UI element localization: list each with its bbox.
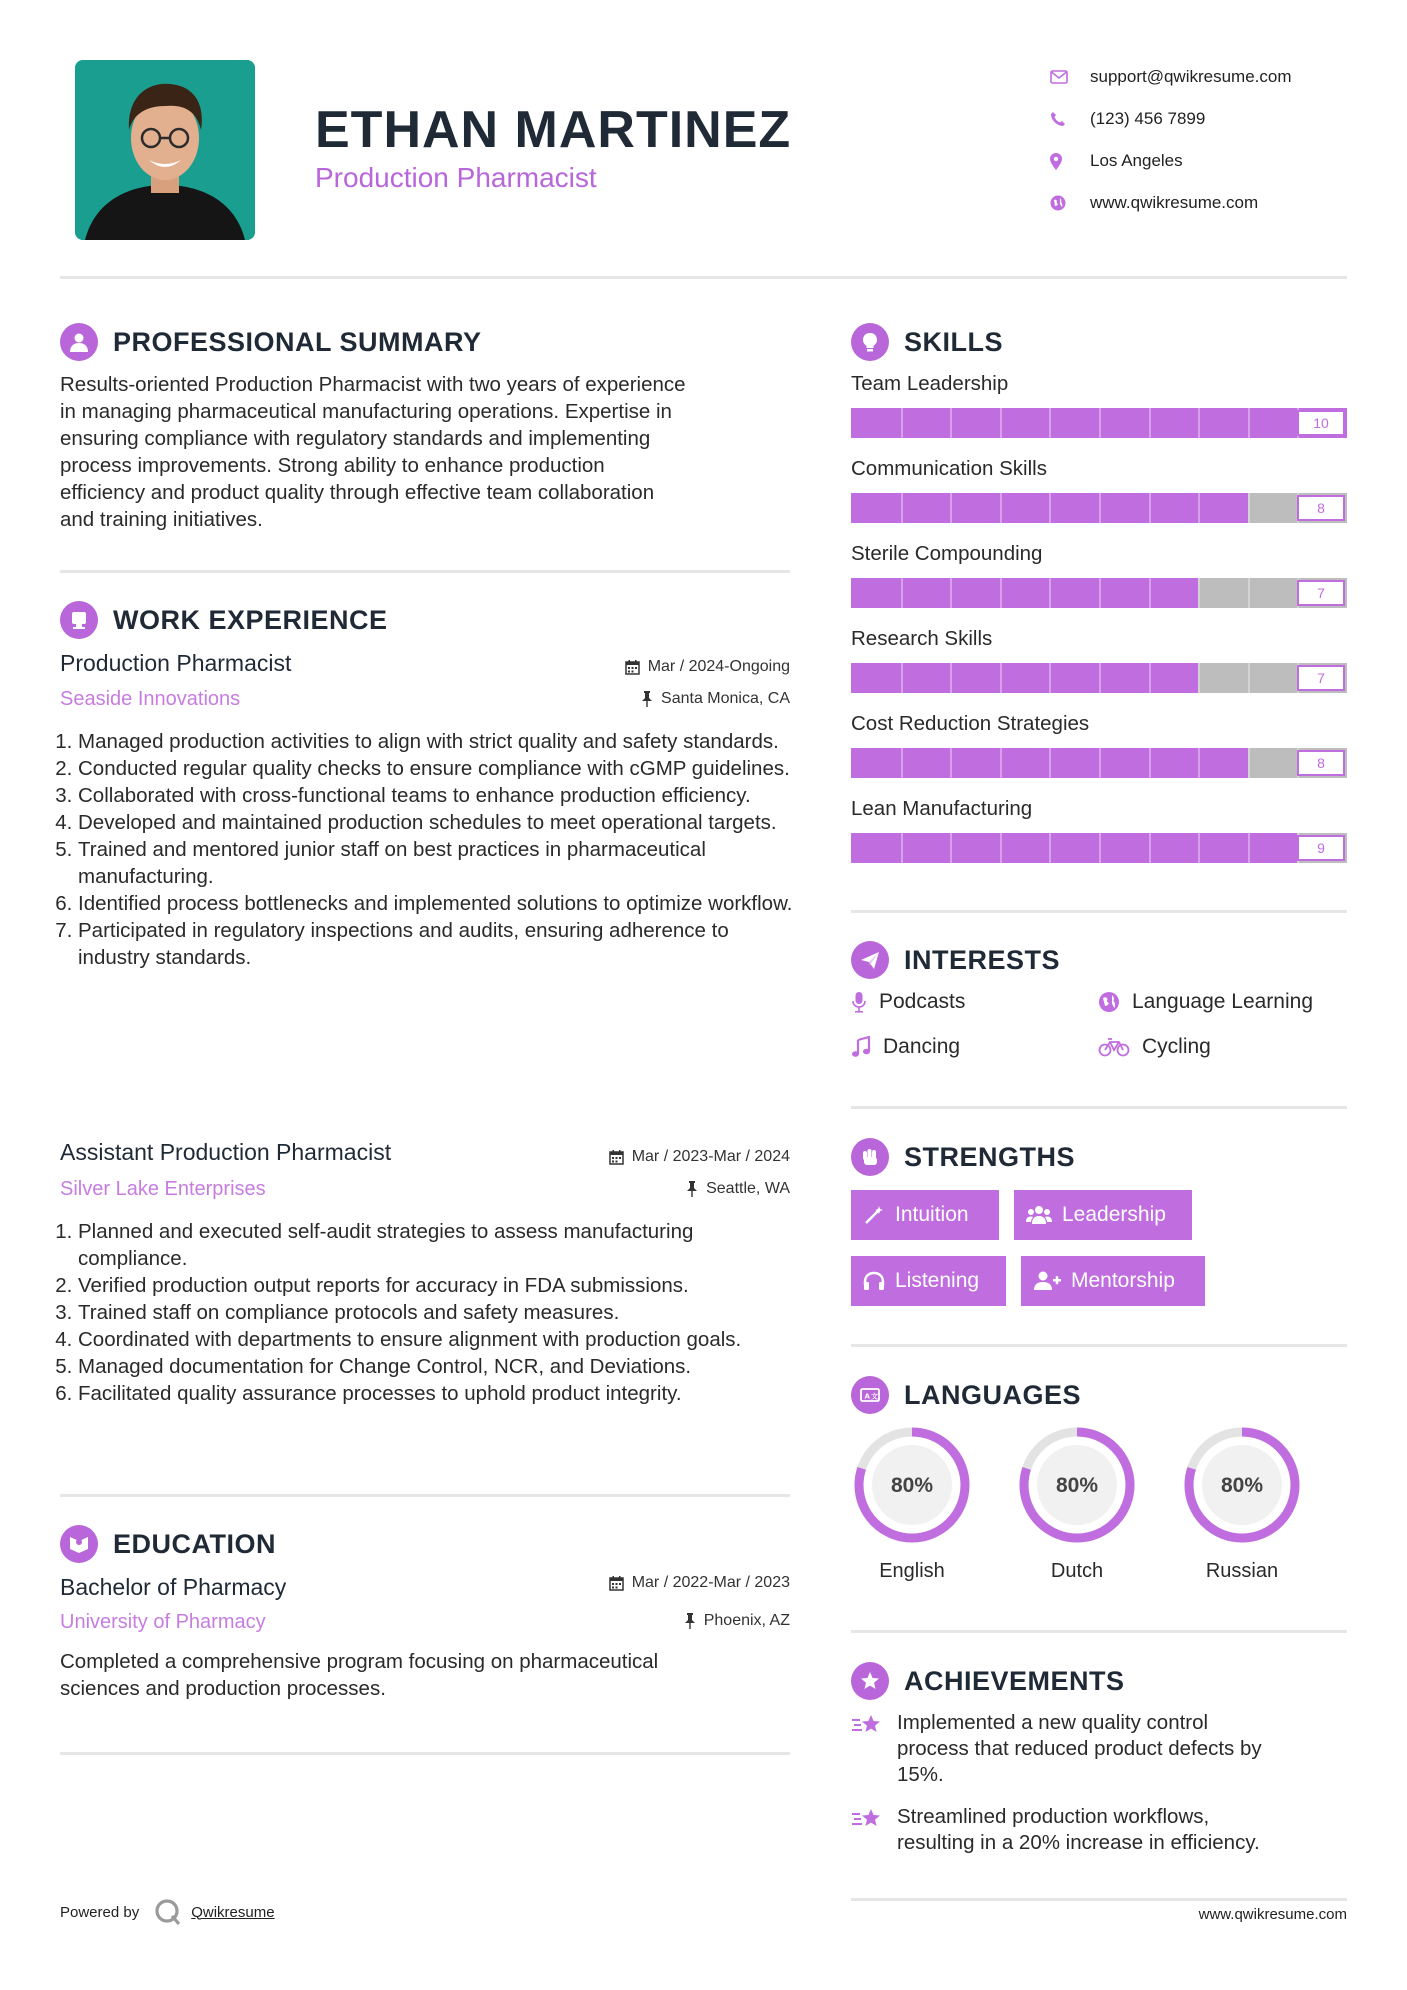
interest-item-cycling [1098, 1035, 1211, 1059]
language-percent: 80% [890, 1474, 934, 1497]
education-line: sciences and production processes. [60, 1677, 386, 1700]
language-percent: 80% [1055, 1474, 1099, 1497]
strength-chip-leadership [1014, 1190, 1192, 1240]
skill-bar-segment [1248, 493, 1250, 523]
pushpin-icon [684, 1613, 696, 1629]
skill-bar-segment [1099, 408, 1101, 438]
pushpin-icon [641, 691, 653, 707]
interest-item-podcasts [851, 990, 965, 1014]
skill-bar-fill [851, 833, 1297, 863]
skill-bar-segment [950, 663, 952, 693]
list-item: 3. Trained staff on compliance protocols and safety measures. [78, 1299, 800, 1326]
work-heading-text: WORK EXPERIENCE [113, 604, 388, 635]
skill-bar-segment [1099, 833, 1101, 863]
list-item: 1. Managed production activities to align with strict quality and safety standards. [78, 728, 800, 755]
skill-bar-segment [1099, 748, 1101, 778]
interest-label: Podcasts [879, 990, 966, 1013]
skill-bar-segment [1049, 408, 1051, 438]
lightbulb-icon [851, 323, 889, 361]
skill-bar-segment [1248, 408, 1250, 438]
skill-bar-segment [1149, 833, 1151, 863]
skills-heading-text: SKILLS [904, 326, 1004, 357]
skill-bar-segment [1198, 493, 1200, 523]
skill-bar-fill [851, 578, 1198, 608]
strength-label: Leadership [1062, 1203, 1166, 1226]
summary-divider [60, 570, 790, 573]
contact-location [1050, 140, 1292, 182]
strength-label: Intuition [895, 1203, 969, 1226]
skill-bar [851, 493, 1347, 523]
skill-label: Communication Skills [851, 457, 1047, 480]
skill-bar-segment [1000, 663, 1002, 693]
skill-bar-segment [1198, 408, 1200, 438]
languages-heading-text: LANGUAGES [904, 1379, 1082, 1410]
job-location-text: Santa Monica, CA [661, 690, 790, 707]
list-item: 6. Identified process bottlenecks and implemented solutions to optimize workflow. [78, 890, 800, 917]
qwikresume-logo-icon [153, 1897, 183, 1927]
achievements-heading [851, 1662, 1125, 1700]
interests-heading-text: INTERESTS [904, 944, 1061, 975]
footer-website[interactable]: www.qwikresume.com [1198, 1906, 1347, 1923]
skill-bar-segment [950, 833, 952, 863]
contact-list [1050, 56, 1292, 224]
achievement-item [851, 1804, 1331, 1856]
language-donut-chart [851, 1424, 973, 1546]
job-company: Seaside Innovations [60, 688, 241, 710]
strength-chip-intuition [851, 1190, 999, 1240]
skill-bar-segment [1099, 663, 1101, 693]
skill-bar-segment [1000, 408, 1002, 438]
language-donut-chart [1016, 1424, 1138, 1546]
skill-bar-segment [1000, 833, 1002, 863]
language-donut [851, 1424, 973, 1551]
list-item: 4. Developed and maintained production schedules to meet operational targets. [78, 809, 800, 836]
skill-level-badge: 10 [1297, 410, 1345, 436]
strengths-divider [851, 1344, 1347, 1347]
skill-level-badge: 9 [1297, 835, 1345, 861]
globe-icon [1050, 195, 1090, 211]
achievement-line: 15%. [897, 1763, 944, 1786]
contact-website-text: www.qwikresume.com [1090, 193, 1259, 212]
language-name: Russian [1205, 1560, 1279, 1582]
education-location [684, 1612, 790, 1630]
candidate-name: ETHAN MARTINEZ [315, 101, 792, 159]
skill-label: Research Skills [851, 627, 993, 650]
star-badge-icon [851, 1662, 889, 1700]
list-item: 2. Conducted regular quality checks to ensure compliance with cGMP guidelines. [78, 755, 800, 782]
strength-label: Listening [895, 1269, 980, 1292]
svg-text:A: A [864, 1392, 870, 1401]
strength-chip-mentorship [1021, 1256, 1205, 1306]
list-item: 6. Facilitated quality assurance processes to uphold product integrity. [78, 1380, 800, 1407]
job-title: Assistant Production Pharmacist [60, 1139, 392, 1165]
summary-heading-text: PROFESSIONAL SUMMARY [113, 326, 482, 357]
job-duties-list [60, 728, 800, 971]
powered-by-text: Powered by [60, 1903, 140, 1921]
skill-bar-segment [950, 493, 952, 523]
candidate-title: Production Pharmacist [315, 162, 597, 193]
strength-chip-listening [851, 1256, 1006, 1306]
contact-email[interactable] [1050, 56, 1292, 98]
contact-location-text: Los Angeles [1090, 151, 1183, 170]
summary-line: ensuring compliance with regulatory standards and implementing [60, 427, 651, 450]
skill-label: Team Leadership [851, 372, 1009, 395]
skill-bar-segment [1149, 408, 1151, 438]
bicycle-icon [1098, 1037, 1130, 1057]
achievement-line: process that reduced product defects by [897, 1737, 1262, 1760]
contact-email-text: support@qwikresume.com [1090, 67, 1292, 86]
language-percent: 80% [1220, 1474, 1264, 1497]
languages-divider [851, 1630, 1347, 1633]
interest-label: Dancing [883, 1035, 961, 1058]
achievements-divider [851, 1898, 1347, 1901]
skill-bar-segment [1049, 833, 1051, 863]
language-icon [851, 1376, 889, 1414]
job-dates-text: Mar / 2024-Ongoing [647, 658, 790, 675]
list-item: 7. Participated in regulatory inspections and audits, ensuring adherence to industry standards. [78, 917, 800, 971]
achievement-line: Streamlined production workflows, [897, 1805, 1210, 1828]
list-item: 4. Coordinated with departments to ensure alignment with production goals. [78, 1326, 800, 1353]
list-item: 5. Trained and mentored junior staff on best practices in pharmaceutical manufacturing. [78, 836, 800, 890]
skill-bar-segment [1049, 578, 1051, 608]
job-dates-text: Mar / 2023-Mar / 2024 [631, 1148, 790, 1165]
summary-line: process improvements. Strong ability to enhance production [60, 454, 605, 477]
skill-bar-segment [1149, 493, 1151, 523]
achievement-line: resulting in a 20% increase in efficiency. [897, 1831, 1260, 1854]
user-plus-icon [1033, 1271, 1061, 1291]
skill-label: Lean Manufacturing [851, 797, 1033, 820]
contact-phone[interactable] [1050, 98, 1292, 140]
contact-website[interactable] [1050, 182, 1292, 224]
skill-bar [851, 748, 1347, 778]
skill-bar-segment [901, 748, 903, 778]
calendar-icon [625, 660, 640, 675]
paper-plane-icon [851, 941, 889, 979]
job-location [686, 1180, 790, 1198]
education-heading [60, 1525, 276, 1563]
calendar-icon [609, 1576, 624, 1591]
skill-label: Cost Reduction Strategies [851, 712, 1090, 735]
skill-bar-segment [901, 408, 903, 438]
user-icon [60, 323, 98, 361]
list-item: 5. Managed documentation for Change Control, NCR, and Deviations. [78, 1353, 800, 1380]
contact-phone-text: (123) 456 7899 [1090, 109, 1206, 128]
footer-powered-by [60, 1897, 275, 1927]
summary-heading [60, 323, 482, 361]
skill-bar-segment [901, 493, 903, 523]
language-donut [1016, 1424, 1138, 1551]
interest-item-language-learning [1098, 990, 1313, 1014]
skill-bar-segment [950, 748, 952, 778]
headphones-icon [863, 1271, 885, 1291]
job-dates [609, 1148, 790, 1166]
skill-bar-segment [1248, 833, 1250, 863]
skill-bar-segment [1149, 663, 1151, 693]
magic-wand-icon [863, 1204, 885, 1226]
language-donut-chart [1181, 1424, 1303, 1546]
interests-heading [851, 941, 1060, 979]
languages-heading [851, 1376, 1081, 1414]
skill-bar-segment [1198, 578, 1200, 608]
language-donut [1181, 1424, 1303, 1551]
skill-bar-segment [1000, 748, 1002, 778]
skill-bar-segment [1149, 748, 1151, 778]
shooting-star-icon [851, 1712, 883, 1738]
education-school: University of Pharmacy [60, 1611, 266, 1633]
summary-text [60, 371, 800, 533]
interest-item-dancing [851, 1035, 960, 1059]
skill-bar-segment [1149, 578, 1151, 608]
skill-bar [851, 578, 1347, 608]
graduation-icon [60, 1525, 98, 1563]
shooting-star-icon [851, 1806, 883, 1832]
strengths-heading [851, 1138, 1075, 1176]
skill-bar-segment [1198, 663, 1200, 693]
skill-bar-segment [1049, 493, 1051, 523]
skill-bar-segment [950, 408, 952, 438]
summary-line: in managing pharmaceutical manufacturing operations. Expertise in [60, 400, 672, 423]
skill-bar-segment [1248, 748, 1250, 778]
skill-bar-segment [950, 578, 952, 608]
job-duties-list [60, 1218, 800, 1407]
strengths-heading-text: STRENGTHS [904, 1141, 1076, 1172]
work-heading [60, 601, 388, 639]
skill-bar-segment [1248, 663, 1250, 693]
skill-bar-fill [851, 663, 1198, 693]
skill-bar-segment [901, 663, 903, 693]
education-description [60, 1648, 800, 1702]
skill-bar-segment [1198, 748, 1200, 778]
education-dates-text: Mar / 2022-Mar / 2023 [631, 1574, 790, 1591]
list-item: 3. Collaborated with cross-functional teams to enhance production efficiency. [78, 782, 800, 809]
skill-bar-segment [901, 578, 903, 608]
education-line: Completed a comprehensive program focusing on pharmaceutical [60, 1650, 659, 1673]
achievement-line: Implemented a new quality control [897, 1711, 1209, 1734]
language-name: Dutch [1050, 1560, 1104, 1582]
education-dates [609, 1574, 790, 1592]
microphone-icon [851, 991, 867, 1013]
globe-icon [1098, 991, 1120, 1013]
interest-label: Language Learning [1132, 990, 1314, 1013]
skill-bar-segment [901, 833, 903, 863]
skill-label: Sterile Compounding [851, 542, 1043, 565]
skill-bar-segment [1049, 663, 1051, 693]
education-degree: Bachelor of Pharmacy [60, 1574, 287, 1600]
phone-icon [1050, 111, 1090, 127]
education-divider [60, 1752, 790, 1755]
skill-bar [851, 663, 1347, 693]
job-title: Production Pharmacist [60, 650, 292, 676]
achievements-heading-text: ACHIEVEMENTS [904, 1665, 1125, 1696]
job-dates [625, 658, 790, 676]
education-heading-text: EDUCATION [113, 1528, 276, 1559]
skill-level-badge: 8 [1297, 495, 1345, 521]
skill-bar-segment [1248, 578, 1250, 608]
list-item: 1. Planned and executed self-audit strategies to assess manufacturing compliance. [78, 1218, 800, 1272]
interests-divider [851, 1106, 1347, 1109]
job-company: Silver Lake Enterprises [60, 1178, 266, 1200]
skill-bar-segment [1099, 493, 1101, 523]
skill-level-badge: 7 [1297, 580, 1345, 606]
skill-bar [851, 408, 1347, 438]
list-item: 2. Verified production output reports for accuracy in FDA submissions. [78, 1272, 800, 1299]
work-divider [60, 1494, 790, 1497]
briefcase-icon [60, 601, 98, 639]
skills-heading [851, 323, 1003, 361]
qwikresume-link[interactable]: Qwikresume [191, 1903, 275, 1921]
music-icon [851, 1036, 871, 1058]
interest-label: Cycling [1142, 1035, 1211, 1058]
language-name: English [879, 1560, 945, 1582]
summary-line: efficiency and product quality through effective team collaboration [60, 481, 655, 504]
skill-bar-segment [1000, 578, 1002, 608]
education-location-text: Phoenix, AZ [703, 1612, 790, 1629]
skill-bar-segment [1099, 578, 1101, 608]
skill-bar [851, 833, 1347, 863]
skill-bar-segment [1198, 833, 1200, 863]
skill-level-badge: 8 [1297, 750, 1345, 776]
job-location-text: Seattle, WA [706, 1180, 790, 1197]
summary-line: Results-oriented Production Pharmacist with two years of experience [60, 373, 686, 396]
skills-divider [851, 910, 1347, 913]
users-icon [1026, 1205, 1052, 1225]
map-pin-icon [1050, 153, 1090, 170]
envelope-icon [1050, 70, 1090, 84]
job-location [641, 690, 790, 708]
skill-bar-segment [1000, 493, 1002, 523]
skill-level-badge: 7 [1297, 665, 1345, 691]
profile-photo [75, 60, 255, 240]
summary-line: and training initiatives. [60, 508, 263, 531]
svg-text:文: 文 [871, 1392, 878, 1401]
fist-icon [851, 1138, 889, 1176]
header-divider [60, 276, 1347, 279]
pushpin-icon [686, 1181, 698, 1197]
achievement-item [851, 1710, 1331, 1788]
calendar-icon [609, 1150, 624, 1165]
strength-label: Mentorship [1071, 1269, 1175, 1292]
skill-bar-segment [1049, 748, 1051, 778]
